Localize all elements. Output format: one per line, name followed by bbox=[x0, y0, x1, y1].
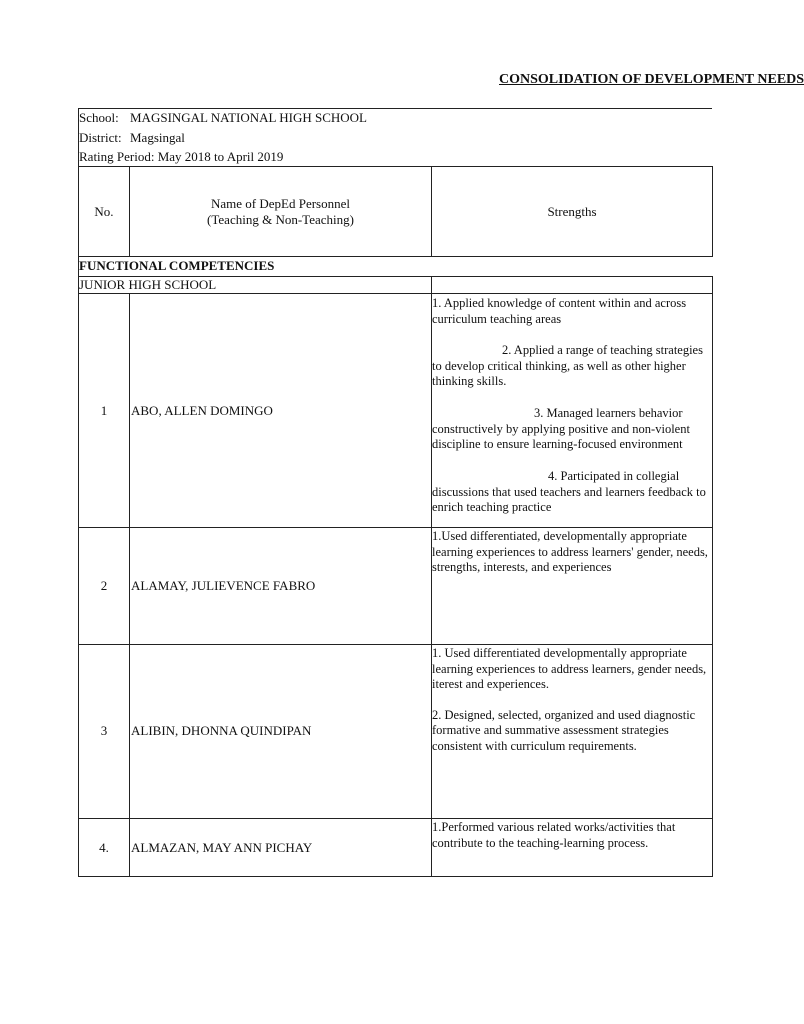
row-1-strength-2: 2. Applied a range of teaching strategies to develop critical thinking, as well as other higher thinking skills. bbox=[432, 343, 703, 389]
row-2-name: ALAMAY, JULIEVENCE FABRO bbox=[131, 578, 316, 593]
row-1-name: ABO, ALLEN DOMINGO bbox=[131, 403, 273, 418]
header-strengths: Strengths bbox=[547, 204, 597, 219]
row-4-name: ALMAZAN, MAY ANN PICHAY bbox=[131, 840, 313, 855]
period-value: May 2018 to April 2019 bbox=[157, 149, 284, 164]
rule-top bbox=[79, 108, 712, 109]
district-label: District: bbox=[79, 130, 122, 145]
header-no: No. bbox=[94, 204, 114, 219]
district-line bbox=[79, 130, 185, 146]
school-line bbox=[79, 110, 367, 126]
header-name bbox=[130, 196, 431, 228]
rule-col1-body bbox=[129, 293, 130, 877]
row-1-strength-4: 4. Participated in collegial discussions that used teachers and learners feedback to enrich teaching practice bbox=[432, 469, 706, 515]
row-3-strength-1: 1. Used differentiated developmentally appropriate learning experiences to address learners, gender needs, iterest and experiences. bbox=[432, 646, 707, 692]
rule-col2-sub bbox=[431, 276, 432, 294]
school-value: MAGSINGAL NATIONAL HIGH SCHOOL bbox=[130, 110, 367, 125]
row-1-strength-1: 1. Applied knowledge of content within and across curriculum teaching areas bbox=[432, 296, 687, 326]
district-value: Magsingal bbox=[130, 130, 185, 145]
row-4-strength-1: 1.Performed various related works/activities that contribute to the teaching-learning process. bbox=[432, 820, 676, 850]
header-name-line2: (Teaching & Non-Teaching) bbox=[207, 212, 354, 227]
rule-row4 bbox=[79, 876, 713, 877]
rule-right-header bbox=[712, 166, 713, 257]
rule-left bbox=[78, 108, 79, 877]
row-1-strengths bbox=[432, 296, 710, 527]
section-functional-competencies: FUNCTIONAL COMPETENCIES bbox=[79, 258, 275, 273]
row-1-strength-3: 3. Managed learners behavior constructively by applying positive and non-violent discipline to ensure learning-focused environment bbox=[432, 406, 690, 452]
row-3-strength-2: 2. Designed, selected, organized and used diagnostic formative and summative assessment strategies consistent with curriculum requirements. bbox=[432, 707, 696, 753]
row-4-strengths bbox=[432, 820, 710, 875]
period-line bbox=[79, 149, 283, 165]
rule-row1 bbox=[79, 527, 713, 528]
rule-header-bottom bbox=[79, 256, 713, 257]
rule-header-top bbox=[79, 166, 713, 167]
header-name-line1: Name of DepEd Personnel bbox=[211, 196, 350, 211]
row-2-strengths bbox=[432, 529, 710, 643]
subsection-junior-high: JUNIOR HIGH SCHOOL bbox=[79, 277, 217, 292]
row-4-number: 4. bbox=[99, 840, 109, 855]
rule-right-sub bbox=[712, 276, 713, 294]
row-3-name: ALIBIN, DHONNA QUINDIPAN bbox=[131, 723, 312, 738]
row-1-number: 1 bbox=[100, 403, 108, 418]
row-2-strength-1: 1.Used differentiated, developmentally appropriate learning experiences to address learners' gender, needs, strengths, interests, and experiences bbox=[432, 529, 708, 575]
period-label: Rating Period: bbox=[79, 149, 155, 164]
rule-subsection bbox=[79, 293, 713, 294]
row-2-number: 2 bbox=[100, 578, 108, 593]
row-3-strengths bbox=[432, 646, 710, 817]
row-3-number: 3 bbox=[100, 723, 108, 738]
rule-row3 bbox=[79, 818, 713, 819]
school-label: School: bbox=[79, 110, 119, 125]
rule-right-body bbox=[712, 293, 713, 877]
document-title: CONSOLIDATION OF DEVELOPMENT NEEDS bbox=[499, 72, 804, 87]
rule-row2 bbox=[79, 644, 713, 645]
